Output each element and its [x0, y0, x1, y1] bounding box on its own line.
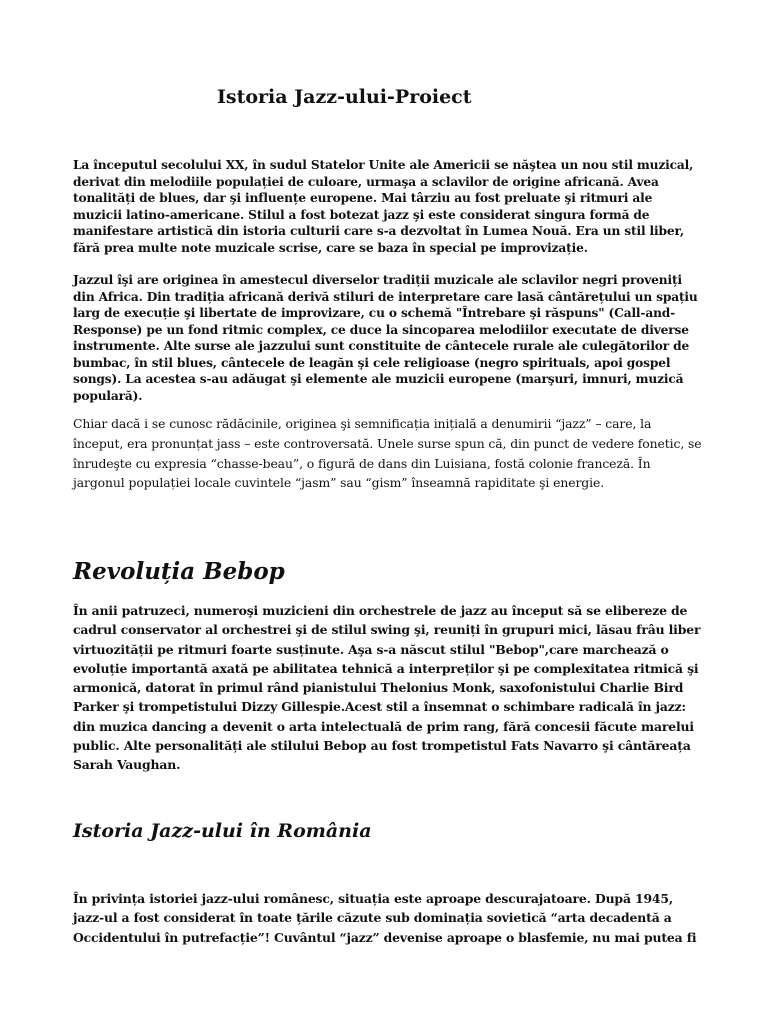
- section-paragraph-bebop: În anii patruzeci, numeroşi muzicieni din orchestrele de jazz au început să se elibereze de cadrul conservator al orchestrei şi de stilul swing şi, reuniți în grupuri mici, lăsau frâu liber virtuozității pe ritmuri foarte susținute. Aşa s-a născut stilul "Bebop",care marchează o evoluție importantă axată pe abilitatea tehnică a interpreților şi pe complexitatea ritmică şi armonică, datorat în primul rând pianistului Thelonius Monk, saxofonistului Charlie Bird Parker şi trompetistului Dizzy Gillespie.Acest stil a însemnat o schimbare radicală în jazz: din muzica dancing a devenit o arta intelectuală de prim rang, fără concesii făcute marelui public. Alte personalități ale stilului Bebop au fost trompetistul Fats Navarro şi cântăreața Sarah Vaughan.: [73, 603, 701, 773]
- section-heading-romania: Istoria Jazz-ului în România: [73, 820, 372, 842]
- intro-paragraph-1: La începutul secolului XX, în sudul Statelor Unite ale Americii se năştea un nou stil muzical, derivat din melodiile populației de culoare, urmaşa a sclavilor de origine africană. Avea tonalități de blues, dar şi influențe europene. Mai târziu au fost preluate şi ritmuri ale muzicii latino-americane. Stilul a fost botezat jazz şi este considerat singura formă de manifestare artistică din istoria culturii care s-a dezvoltat în Lumea Nouă. Era un stil liber, fără prea multe note muzicale scrise, care se baza în special pe improvizație.: [73, 158, 694, 255]
- intro-paragraph-2: Jazzul îşi are originea în amestecul diverselor tradiții muzicale ale sclavilor negri proveniți din Africa. Din tradiția africană derivă stiluri de interpretare care lasă cântărețului un spațiu larg de execuție şi libertate de improvizare, cu o schemă "Întrebare şi răspuns" (Call-and-Response) pe un fond ritmic complex, ce duce la sincoparea melodiilor executate de diverse instrumente. Alte surse ale jazzului sunt constituite de cântecele rurale ale culegătorilor de bumbac, în stil blues, cântecele de leagăn şi cele religioase (negro spirituals, apoi gospel songs). La acestea s-au adăugat şi elemente ale muzicii europene (marşuri, imnuri, muzică populară).: [73, 273, 698, 403]
- intro-paragraph-3: Chiar dacă i se cunosc rădăcinile, originea şi semnificația inițială a denumirii “jazz” – care, la început, era pronunțat jass – este controversată. Unele surse spun că, din punct de vedere fonetic, se înrudeşte cu expresia “chasse-beau”, o figură de dans din Luisiana, fostă colonie franceză. În jargonul populației locale cuvintele “jasm” sau “gism” înseamnă rapiditate şi energie.: [73, 416, 702, 491]
- document-title: Istoria Jazz-ului-Proiect: [217, 86, 472, 108]
- section-paragraph-romania: În privința istoriei jazz-ului românesc, situația este aproape descurajatoare. După 1945, jazz-ul a fost considerat în toate țările căzute sub dominația sovietică “arta decadentă a Occidentului în putrefacție”! Cuvântul “jazz” devenise aproape o blasfemie, nu mai putea fi: [73, 891, 697, 945]
- section-heading-bebop: Revoluția Bebop: [73, 558, 285, 585]
